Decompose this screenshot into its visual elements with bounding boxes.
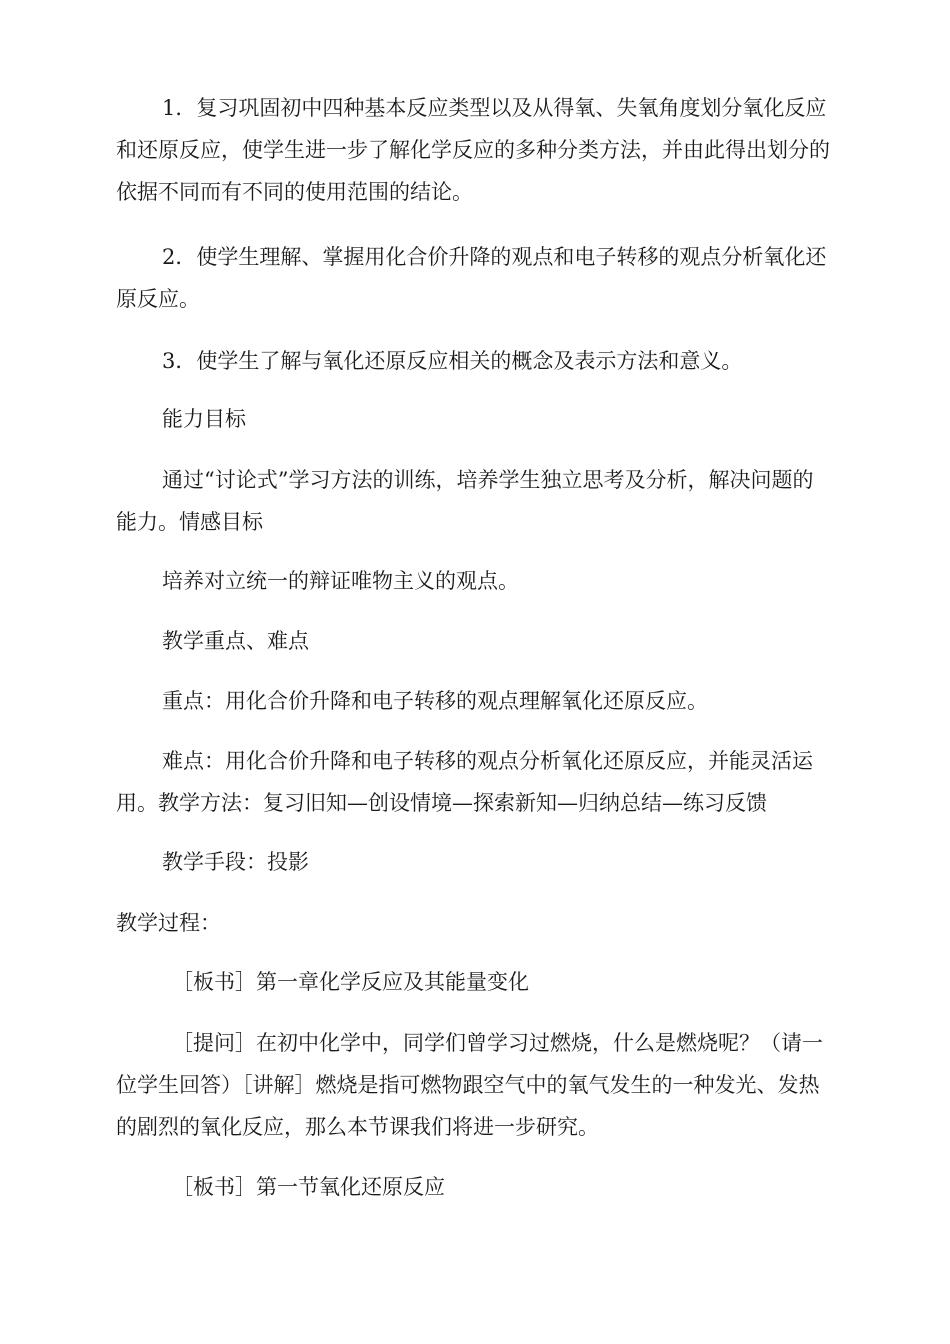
question-lecture-paragraph: ［提问］在初中化学中，同学们曾学习过燃烧，什么是燃烧呢？（请一位学生回答）［讲解］燃烧是指可燃物跟空气中的氧气发生的一种发光、发热的剧烈的氧化反应，那么本节课我们将进一步研究。 (116, 1031, 823, 1139)
board-chapter-paragraph: ［板书］第一章化学反应及其能量变化 (172, 970, 529, 994)
objective-1-paragraph: 1．复习巩固初中四种基本反应类型以及从得氧、失氧角度划分氧化反应和还原反应，使学生进一步了解化学反应的多种分类方法，并由此得出划分的依据不同而有不同的使用范围的结论。 (116, 96, 830, 204)
emotion-goals-paragraph: 培养对立统一的辩证唯物主义的观点。 (162, 569, 519, 593)
board-section-paragraph: ［板书］第一节氧化还原反应 (172, 1175, 445, 1199)
ability-goals-heading: 能力目标 (162, 407, 246, 431)
ability-goals-paragraph: 通过“讨论式”学习方法的训练，培养学生独立思考及分析，解决问题的能力。情感目标 (116, 468, 814, 534)
key-point-paragraph: 重点：用化合价升降和电子转移的观点理解氧化还原反应。 (162, 689, 708, 713)
teaching-means-paragraph: 教学手段：投影 (162, 850, 309, 874)
objective-3-paragraph: 3．使学生了解与氧化还原反应相关的概念及表示方法和意义。 (162, 349, 743, 373)
teaching-process-heading: 教学过程： (116, 911, 221, 935)
objective-2-paragraph: 2．使学生理解、掌握用化合价升降的观点和电子转移的观点分析氧化还原反应。 (116, 245, 827, 311)
key-points-heading: 教学重点、难点 (162, 629, 309, 653)
difficulty-paragraph: 难点：用化合价升降和电子转移的观点分析氧化还原反应，并能灵活运用。教学方法：复习旧知—创设情境—探索新知—归纳总结—练习反馈 (116, 749, 813, 815)
